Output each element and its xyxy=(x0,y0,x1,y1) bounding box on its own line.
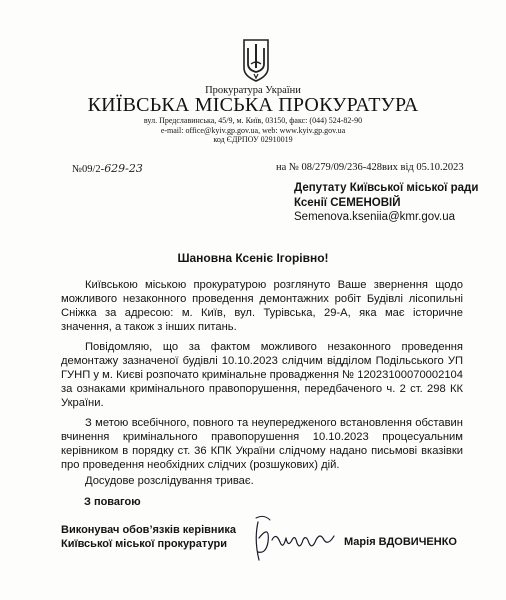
address-line: вул. Предславинська, 45/9, м. Київ, 03150, факс: (044) 524-82-90 xyxy=(143,116,363,125)
signer-position xyxy=(61,523,236,551)
organization-name: КИЇВСЬКА МІСЬКА ПРОКУРАТУРА xyxy=(87,94,419,116)
recipient-block xyxy=(294,181,478,225)
body-paragraph-3: З метою всебічного, повного та неупередженого встановлення обставин вчинення кримінального правопорушення 10.10.2023 процесуальним керівником в порядку ст. 36 КПК України слідчому надано письмові вказівки про проведення необхідних слідчих (розшукових) дій. xyxy=(61,417,463,471)
recipient-title: Депутату Київської міської ради xyxy=(294,182,479,194)
trident-icon xyxy=(241,38,271,82)
body-paragraph-2: Повідомляю, що за фактом можливого незаконного проведення демонтажу зазначеної будівлі 10.10.2023 слідчим відділом Подільського УП ГУНП у м. Києві розпочато кримінальне провадження № 12023100070002104 за ознаками кримінального правопорушення, передбаченого ч. 2 ст. 298 КК України. xyxy=(61,341,463,409)
body-paragraph-4: Досудове розслідування триває. xyxy=(85,475,254,487)
outgoing-handwritten-number: 629-23 xyxy=(104,162,143,175)
contacts-line: e-mail: office@kyiv.gp.gov.ua, web: www.kyiv.gp.gov.ua xyxy=(160,125,346,135)
organization-details xyxy=(0,116,506,145)
handwritten-signature xyxy=(250,510,340,565)
closing-regards: З повагою xyxy=(84,496,141,508)
superior-authority: Прокуратура України xyxy=(205,85,301,96)
signer-position-line-1: Виконувач обов’язків керівника xyxy=(61,524,236,536)
recipient-email: Semenova.kseniia@kmr.gov.ua xyxy=(294,211,456,223)
signer-name: Марія ВДОВИЧЕНКО xyxy=(344,536,457,548)
greeting: Шановна Ксеніє Ігорівно! xyxy=(177,251,329,265)
recipient-name: Ксенії СЕМЕНОВІЙ xyxy=(294,196,401,209)
body-paragraph-1: Київською міською прокуратурою розглянуто Ваше звернення щодо можливого незаконного проведення демонтажних робіт Будівлі лісопильні Сніжка за адресою: м. Київ, вул. Турівська, 29-А, яка має історичне значення, а також з інших питань. xyxy=(61,279,463,333)
outgoing-number xyxy=(72,162,143,175)
edrpou-code: код ЄДРПОУ 02910019 xyxy=(213,135,293,144)
signer-position-line-2: Київської міської прокуратури xyxy=(61,538,227,550)
incoming-reference: на № 08/279/09/236-428вих від 05.10.2023 xyxy=(276,162,464,173)
outgoing-prefix: №09/2- xyxy=(72,164,105,175)
